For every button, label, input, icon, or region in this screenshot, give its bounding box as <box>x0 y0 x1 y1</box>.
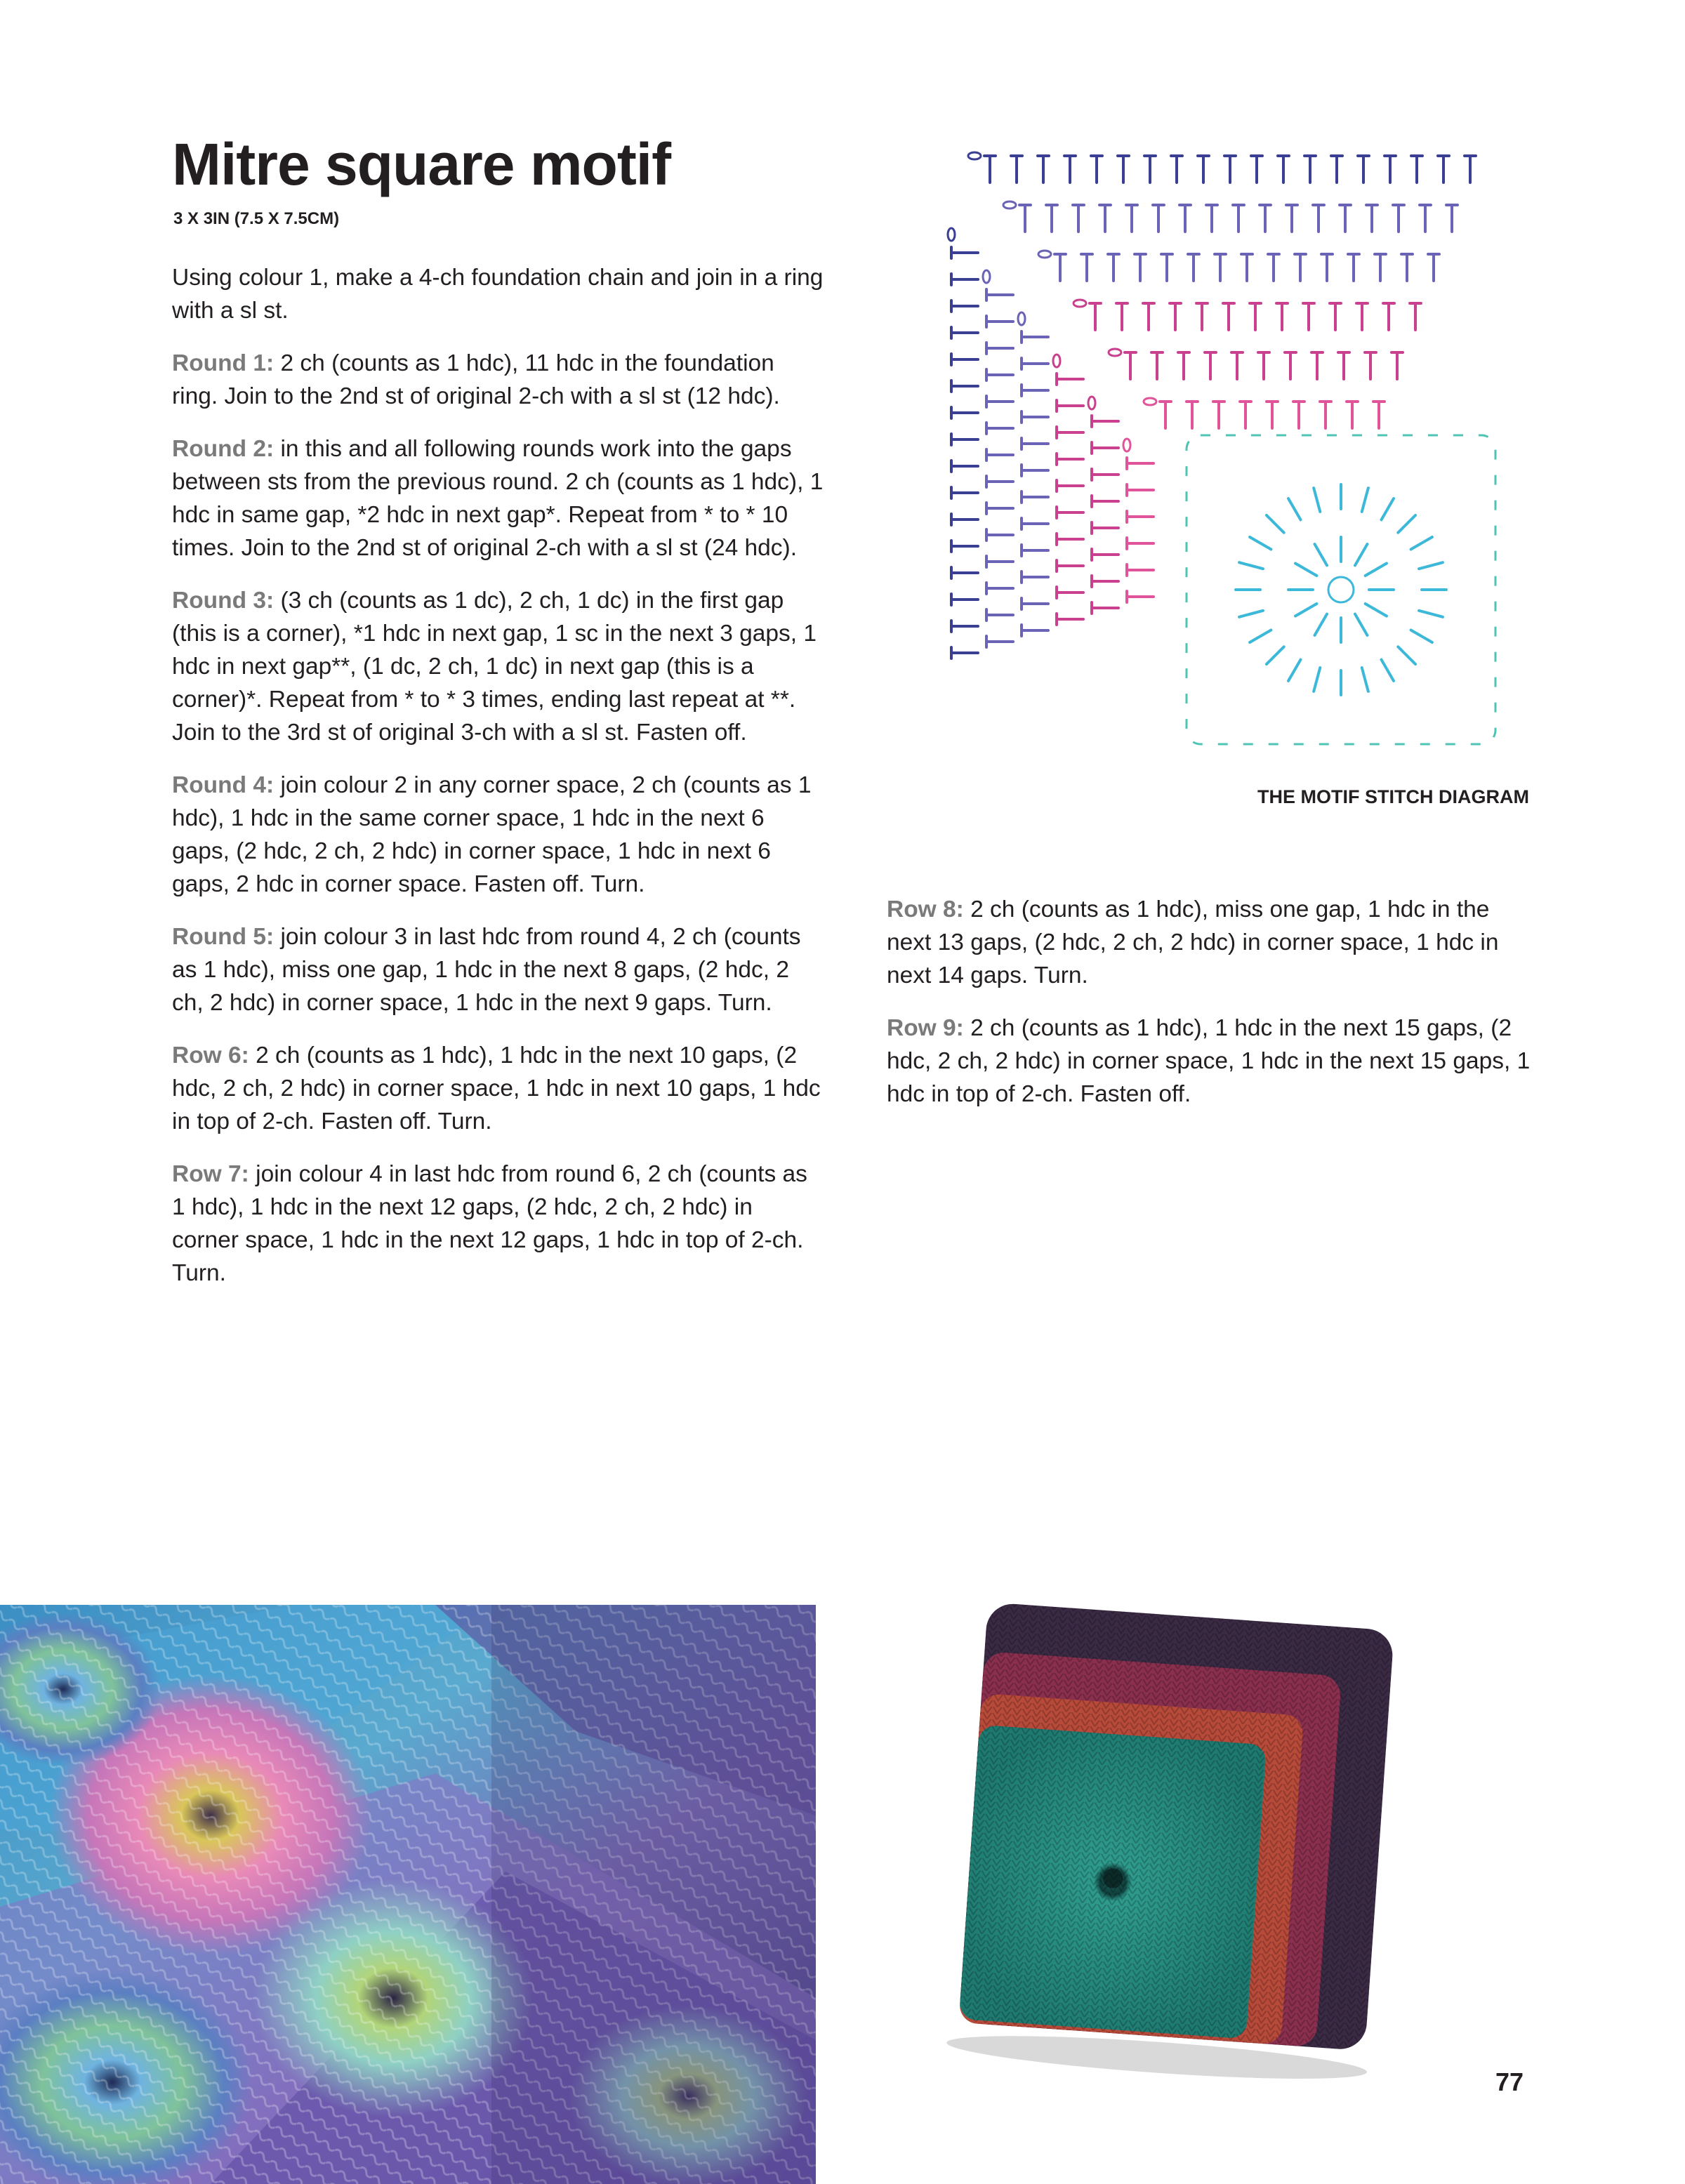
hdc-symbol <box>1099 205 1111 232</box>
hdc-symbol <box>1178 352 1189 379</box>
round-label: Round 4: <box>172 772 275 798</box>
hdc-symbol <box>951 274 978 285</box>
hdc-symbol <box>986 529 1013 541</box>
chain-symbol <box>1123 439 1130 451</box>
hdc-symbol <box>1022 438 1048 449</box>
hdc-symbol <box>951 380 978 392</box>
hdc-symbol <box>1073 205 1084 232</box>
round-stitch <box>1288 498 1301 519</box>
row-label: Row 6: <box>172 1043 249 1068</box>
chain-symbol <box>1073 300 1086 307</box>
chain-symbol <box>968 152 981 159</box>
round-stitch <box>1355 614 1368 635</box>
round-label: Round 5: <box>172 924 275 950</box>
hdc-symbol <box>1127 484 1154 496</box>
hdc-symbol <box>1340 205 1351 232</box>
round-stitch <box>1314 668 1320 691</box>
hdc-symbol <box>1223 303 1234 330</box>
round-stitch <box>1362 668 1368 691</box>
hdc-symbol <box>1320 402 1331 428</box>
round-stitch <box>1382 660 1394 681</box>
hdc-symbol <box>1125 352 1136 379</box>
hdc-symbol <box>986 636 1013 647</box>
hdc-symbol <box>1188 254 1199 281</box>
hdc-symbol <box>1250 303 1261 330</box>
hdc-symbol <box>1022 571 1048 583</box>
round-stitch <box>1250 630 1271 643</box>
hdc-symbol <box>986 423 1013 434</box>
round-stitch <box>1411 537 1432 550</box>
hdc-symbol <box>1321 254 1333 281</box>
hdc-symbol <box>1090 303 1101 330</box>
hdc-symbol <box>951 300 978 312</box>
hdc-symbol <box>951 594 978 605</box>
finished-motif-photo <box>906 1580 1411 2085</box>
row-9 <box>887 1012 1540 1111</box>
hdc-symbol <box>1160 402 1171 428</box>
row-text: 2 ch (counts as 1 hdc), 1 hdc in the next 10 gaps, (2 hdc, 2 ch, 2 hdc) in corner space, 1 hdc in next 10 gaps, 1 hdc in top of 2-ch. Fasten off. Turn. <box>172 1043 821 1134</box>
hdc-symbol <box>1410 303 1421 330</box>
hdc-symbol <box>951 354 978 365</box>
hdc-symbol <box>1022 491 1048 503</box>
hdc-symbol <box>951 407 978 418</box>
round-stitch <box>1267 515 1284 533</box>
round-stitch <box>1382 498 1394 519</box>
row-label: Row 9: <box>887 1015 964 1041</box>
hdc-symbol <box>1151 352 1163 379</box>
chain-symbol <box>1144 398 1156 405</box>
instructions-left-column <box>172 261 825 1309</box>
hdc-symbol <box>1365 352 1376 379</box>
hdc-symbol <box>1401 254 1413 281</box>
round-stitch <box>1398 515 1415 533</box>
round-stitch <box>1288 660 1301 681</box>
hdc-symbol <box>1276 303 1288 330</box>
hdc-symbol <box>986 583 1013 594</box>
round-2 <box>172 432 825 564</box>
hdc-symbol <box>1092 522 1118 534</box>
round-3-edge <box>1187 435 1495 744</box>
round-text: 2 ch (counts as 1 hdc), 11 hdc in the foundation ring. Join to the 2nd st of original 2-ch with a sl st (12 hdc). <box>172 350 780 409</box>
hdc-symbol <box>1187 402 1198 428</box>
row-6 <box>172 1039 825 1138</box>
row-text: 2 ch (counts as 1 hdc), miss one gap, 1 hdc in the next 13 gaps, (2 hdc, 2 ch, 2 hdc) in corner space, 1 hdc in next 14 gaps. Turn. <box>887 896 1499 988</box>
hdc-symbol <box>1057 400 1083 411</box>
hdc-symbol <box>1428 254 1439 281</box>
hdc-symbol <box>1438 156 1449 183</box>
hdc-symbol <box>1127 538 1154 549</box>
hdc-symbol <box>1022 545 1048 556</box>
chain-symbol <box>1018 312 1025 325</box>
hdc-symbol <box>1356 303 1368 330</box>
hdc-symbol <box>1215 254 1226 281</box>
hdc-symbol <box>1092 496 1118 507</box>
hdc-symbol <box>986 503 1013 514</box>
round-1 <box>172 347 825 413</box>
hdc-symbol <box>1127 564 1154 576</box>
hdc-symbol <box>951 541 978 552</box>
hdc-symbol <box>986 369 1013 380</box>
round-text: (3 ch (counts as 1 dc), 2 ch, 1 dc) in the first gap (this is a corner), *1 hdc in next gap, 1 sc in the next 3 gaps, 1 hdc in next gap**, (1 dc, 2 ch, 1 dc) in next gap (this is a corner)*. Repeat from * to * 3 times, ending last repeat at **. Join to the 3rd st of original 3-ch with a sl st. Fasten off. <box>172 588 817 746</box>
hdc-symbol <box>1258 352 1269 379</box>
hdc-symbol <box>1392 352 1403 379</box>
hdc-symbol <box>1293 402 1304 428</box>
hdc-symbol <box>1348 254 1359 281</box>
row-text: join colour 4 in last hdc from round 6, 2 ch (counts as 1 hdc), 1 hdc in the next 12 gaps, (2 hdc, 2 ch, 2 hdc) in corner space, 1 hdc in the next 12 gaps, 1 hdc in top of 2-ch. Turn. <box>172 1161 807 1286</box>
blanket-closeup-photo <box>0 1605 816 2184</box>
hdc-symbol <box>1206 205 1217 232</box>
hdc-symbol <box>1233 205 1244 232</box>
hdc-symbol <box>1092 416 1118 427</box>
hdc-symbol <box>1011 156 1022 183</box>
hdc-symbol <box>1375 254 1386 281</box>
hdc-symbol <box>1161 254 1172 281</box>
hdc-symbol <box>1366 205 1377 232</box>
hdc-symbol <box>986 449 1013 461</box>
hdc-symbol <box>1057 373 1083 385</box>
round-stitch <box>1366 604 1387 616</box>
hdc-symbol <box>951 514 978 525</box>
hdc-symbol <box>1260 205 1271 232</box>
round-stitch <box>1295 564 1316 576</box>
chain-symbol <box>1053 355 1060 367</box>
hdc-symbol <box>1347 402 1358 428</box>
hdc-symbol <box>1411 156 1422 183</box>
hdc-symbol <box>1019 205 1031 232</box>
hdc-symbol <box>951 461 978 472</box>
hdc-symbol <box>1055 254 1066 281</box>
hdc-symbol <box>1295 254 1306 281</box>
hdc-symbol <box>1022 411 1048 423</box>
hdc-symbol <box>1057 560 1083 571</box>
foundation-ring <box>1328 577 1354 602</box>
hdc-symbol <box>1126 205 1137 232</box>
diagram-caption: THE MOTIF STITCH DIAGRAM <box>1257 786 1529 807</box>
hdc-symbol <box>1092 442 1118 454</box>
round-stitch <box>1398 647 1415 664</box>
hdc-symbol <box>986 289 1013 300</box>
round-stitch <box>1355 544 1368 565</box>
hdc-symbol <box>1278 156 1289 183</box>
page-title: Mitre square motif <box>172 131 671 197</box>
hdc-symbol <box>1064 156 1076 183</box>
hdc-symbol <box>1057 507 1083 518</box>
hdc-symbol <box>951 567 978 578</box>
round-stitch <box>1366 564 1387 576</box>
hdc-symbol <box>1143 303 1154 330</box>
row-text: 2 ch (counts as 1 hdc), 1 hdc in the next 15 gaps, (2 hdc, 2 ch, 2 hdc) in corner space, 1 hdc in the next 15 gaps, 1 hdc in top of 2-ch. Fasten off. <box>887 1015 1531 1107</box>
hdc-symbol <box>986 556 1013 567</box>
hdc-symbol <box>1286 205 1297 232</box>
hdc-symbol <box>1022 518 1048 529</box>
row-label: Row 7: <box>172 1161 249 1187</box>
round-4 <box>172 769 825 901</box>
hdc-symbol <box>1092 602 1118 614</box>
hdc-symbol <box>986 396 1013 407</box>
hdc-symbol <box>1338 352 1349 379</box>
round-stitch <box>1315 614 1328 635</box>
hdc-symbol <box>1383 303 1394 330</box>
hdc-symbol <box>951 621 978 632</box>
hdc-symbol <box>1022 598 1048 609</box>
hdc-symbol <box>1022 465 1048 476</box>
hdc-symbol <box>1465 156 1476 183</box>
hdc-symbol <box>1038 156 1049 183</box>
hdc-symbol <box>1127 458 1154 469</box>
round-label: Round 3: <box>172 588 275 614</box>
hdc-symbol <box>984 156 996 183</box>
hdc-symbol <box>1170 303 1181 330</box>
motif-size: 3 X 3IN (7.5 X 7.5CM) <box>173 209 340 228</box>
hdc-symbol <box>1198 156 1209 183</box>
hdc-symbol <box>1196 303 1208 330</box>
hdc-symbol <box>1251 156 1262 183</box>
hdc-symbol <box>986 609 1013 621</box>
motif-stitch-diagram <box>923 140 1527 758</box>
hdc-symbol <box>1393 205 1404 232</box>
chain-symbol <box>983 270 990 283</box>
hdc-symbol <box>1153 205 1164 232</box>
hdc-symbol <box>986 343 1013 354</box>
hdc-symbol <box>1304 156 1316 183</box>
round-stitch <box>1419 611 1443 617</box>
hdc-symbol <box>1108 254 1119 281</box>
round-label: Round 2: <box>172 436 275 462</box>
hdc-symbol <box>1092 549 1118 560</box>
hdc-symbol <box>1091 156 1102 183</box>
hdc-symbol <box>1385 156 1396 183</box>
round-stitch <box>1315 544 1328 565</box>
hdc-symbol <box>1057 454 1083 465</box>
hdc-symbol <box>1358 156 1369 183</box>
hdc-symbol <box>1081 254 1092 281</box>
hdc-symbol <box>1240 402 1251 428</box>
hdc-symbol <box>1022 358 1048 369</box>
hdc-symbol <box>986 476 1013 487</box>
hdc-symbol <box>1303 303 1314 330</box>
hdc-symbol <box>1022 331 1048 343</box>
hdc-symbol <box>1057 480 1083 491</box>
hdc-symbol <box>1373 402 1385 428</box>
hdc-symbol <box>1268 254 1279 281</box>
intro-paragraph: Using colour 1, make a 4-ch foundation chain and join in a ring with a sl st. <box>172 265 824 324</box>
hdc-symbol <box>986 316 1013 327</box>
hdc-symbol <box>1313 205 1324 232</box>
instructions-right-column <box>887 893 1540 1130</box>
round-stitch <box>1411 630 1432 643</box>
chain-symbol <box>1003 201 1016 209</box>
hdc-symbol <box>1092 469 1118 480</box>
hdc-symbol <box>1022 625 1048 636</box>
round-label: Round 1: <box>172 350 275 376</box>
row-8 <box>887 893 1540 992</box>
hdc-symbol <box>1267 402 1278 428</box>
hdc-symbol <box>1144 156 1156 183</box>
hdc-symbol <box>951 647 978 658</box>
chain-symbol <box>1088 397 1095 409</box>
hdc-symbol <box>1046 205 1057 232</box>
round-stitch <box>1250 537 1271 550</box>
hdc-symbol <box>1057 427 1083 438</box>
hdc-symbol <box>1022 385 1048 396</box>
hdc-symbol <box>1135 254 1146 281</box>
hdc-symbol <box>1213 402 1224 428</box>
hdc-symbol <box>1231 352 1243 379</box>
hdc-symbol <box>1057 614 1083 625</box>
hdc-symbol <box>1330 303 1341 330</box>
hdc-symbol <box>951 327 978 338</box>
chain-symbol <box>1038 251 1051 258</box>
hdc-symbol <box>951 434 978 445</box>
round-stitch <box>1314 488 1320 512</box>
row-label: Row 8: <box>887 896 964 922</box>
hdc-symbol <box>951 247 978 258</box>
hdc-symbol <box>1180 205 1191 232</box>
hdc-symbol <box>1311 352 1323 379</box>
round-stitch <box>1239 562 1263 569</box>
chain-symbol <box>948 228 955 241</box>
row-7 <box>172 1158 825 1290</box>
hdc-symbol <box>1127 511 1154 522</box>
hdc-symbol <box>1118 156 1129 183</box>
hdc-symbol <box>1224 156 1236 183</box>
hdc-symbol <box>1331 156 1342 183</box>
hdc-symbol <box>1285 352 1296 379</box>
round-stitch <box>1419 562 1443 569</box>
round-text: join colour 3 in last hdc from round 4, 2 ch (counts as 1 hdc), miss one gap, 1 hdc in the next 8 gaps, (2 hdc, 2 ch, 2 hdc) in corner space, 1 hdc in the next 9 gaps. Turn. <box>172 924 801 1016</box>
hdc-symbol <box>1116 303 1128 330</box>
page-number: 77 <box>1495 2067 1524 2096</box>
round-5 <box>172 920 825 1019</box>
round-text: join colour 2 in any corner space, 2 ch (counts as 1 hdc), 1 hdc in the same corner space, 1 hdc in the next 6 gaps, (2 hdc, 2 ch, 2 hdc) in corner space, 1 hdc in next 6 gaps, 2 hdc in corner space. Fasten off. Turn. <box>172 772 812 897</box>
hdc-symbol <box>1446 205 1458 232</box>
chain-symbol <box>1109 349 1121 356</box>
hdc-symbol <box>1171 156 1182 183</box>
hdc-symbol <box>1127 591 1154 602</box>
round-text: in this and all following rounds work into the gaps between sts from the previous round. 2 ch (counts as 1 hdc), 1 hdc in same gap, *2 hdc in next gap*. Repeat from * to * 10 times. Join to the 2nd st of original 2-ch with a sl st (24 hdc). <box>172 436 824 561</box>
round-3 <box>172 584 825 749</box>
round-stitch <box>1362 488 1368 512</box>
round-stitch <box>1295 604 1316 616</box>
round-stitch <box>1267 647 1284 664</box>
hdc-symbol <box>1420 205 1431 232</box>
hdc-symbol <box>1057 587 1083 598</box>
hdc-symbol <box>1057 534 1083 545</box>
hdc-symbol <box>951 487 978 498</box>
hdc-symbol <box>1092 576 1118 587</box>
round-stitch <box>1239 611 1263 617</box>
hdc-symbol <box>1241 254 1253 281</box>
hdc-symbol <box>1205 352 1216 379</box>
